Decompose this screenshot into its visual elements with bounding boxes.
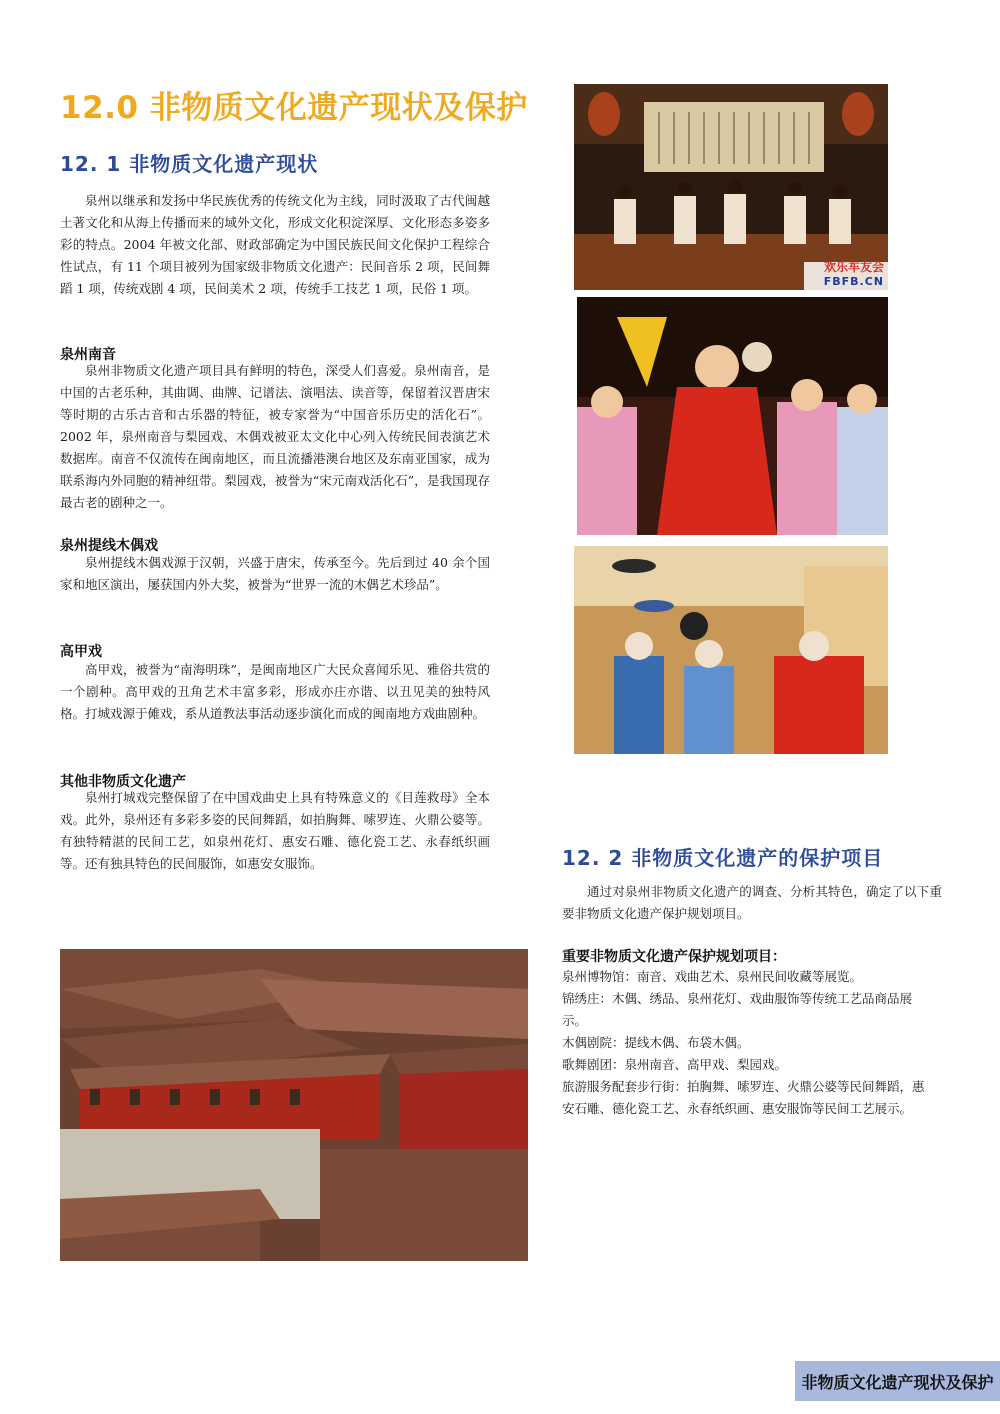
protection-list-item: 旅游服务配套步行街：拍胸舞、嗦罗连、火鼎公婆等民间舞蹈，惠安石雕、德化瓷工艺、永春纸织画、惠安服饰等民间工艺展示。 [562,1079,925,1116]
nanyin-heading: 泉州南音 [60,347,116,363]
nanyin-performance-photo [574,84,888,290]
other-text: 泉州打城戏完整保留了在中国戏曲史上具有特殊意义的《目莲救母》全本戏。此外，泉州还有多彩多姿的民间舞蹈，如拍胸舞、嗦罗连、火鼎公婆等。有独特精湛的民间工艺，如泉州花灯、惠安石雕、德化瓷工艺、永春纸织画等。还有独具特色的民间服饰，如惠安女服饰。 [60,790,490,871]
other-heading: 其他非物质文化遗产 [60,774,186,790]
village-rooftops-photo [60,949,528,1261]
gaojia-heading: 高甲戏 [60,644,102,660]
liyuan-opera-photo [577,297,888,535]
watermark-line1: 欢乐车友会 [823,260,884,274]
protection-list-item: 木偶剧院：提线木偶、布袋木偶。 [562,1035,750,1050]
protection-list-item: 歌舞剧团：泉州南音、高甲戏、梨园戏。 [562,1057,788,1072]
protection-list-heading: 重要非物质文化遗产保护规划项目： [562,949,786,965]
page-title: 12.0 非物质文化遗产现状及保护 [60,90,528,126]
protection-list-item: 泉州博物馆：南音、戏曲艺术、泉州民间收藏等展览。 [562,969,863,984]
gaojia-text: 高甲戏，被誉为“南海明珠”，是闽南地区广大民众喜闻乐见、雅俗共赏的一个剧种。高甲戏的丑角艺术丰富多彩，形成亦庄亦谐、以丑见美的独特风格。打城戏源于傩戏，系从道教法事活动逐步演化而成的闽南地方戏曲剧种。 [60,662,490,721]
protection-list-item: 锦绣庄：木偶、绣品、泉州花灯、戏曲服饰等传统工艺品商品展示。 [562,991,913,1028]
section-2-heading: 12. 2 非物质文化遗产的保护项目 [562,846,884,870]
section-1-heading: 12. 1 非物质文化遗产现状 [60,152,319,176]
section-1-intro: 泉州以继承和发扬中华民族优秀的传统文化为主线，同时汲取了古代闽越土著文化和从海上传播而来的域外文化，形成文化积淀深厚、文化形态多姿多彩的特点。2004 年被文化部、财政部确定为中国民族民间文化保护工程综合性试点，有 11 个项目被列为国家级非物质文化遗产：民间音乐 2 项，民间舞蹈 1 项，传统戏剧 4 项，民间美术 2 项，传统手工技艺 1 项，民俗 1 项。 [60,193,490,296]
puppet-text: 泉州提线木偶戏源于汉朝，兴盛于唐宋，传承至今。先后到过 40 余个国家和地区演出，屡获国内外大奖，被誉为“世界一流的木偶艺术珍品”。 [60,555,490,592]
section-2-intro: 通过对泉州非物质文化遗产的调查、分析其特色，确定了以下重要非物质文化遗产保护规划项目。 [562,884,942,921]
puppet-heading: 泉州提线木偶戏 [60,538,158,554]
watermark-line2: FBFB.CN [823,275,884,288]
footer-section-label: 非物质文化遗产现状及保护 [795,1361,1000,1401]
puppet-theater-photo [574,546,888,754]
protection-list [562,966,927,1120]
nanyin-text: 泉州非物质文化遗产项目具有鲜明的特色，深受人们喜爱。泉州南音，是中国的古老乐种，其曲调、曲牌、记谱法、演唱法、读音等，保留着汉晋唐宋等时期的古乐古音和古乐器的特征，被专家誉为“中国音乐历史的活化石”。2002 年，泉州南音与梨园戏、木偶戏被亚太文化中心列入传统民间表演艺术数据库。南音不仅流传在闽南地区，而且流播港澳台地区及东南亚国家，成为联系海内外同胞的精神纽带。梨园戏，被誉为“宋元南戏活化石”，是我国现存最古老的剧种之一。 [60,363,490,510]
